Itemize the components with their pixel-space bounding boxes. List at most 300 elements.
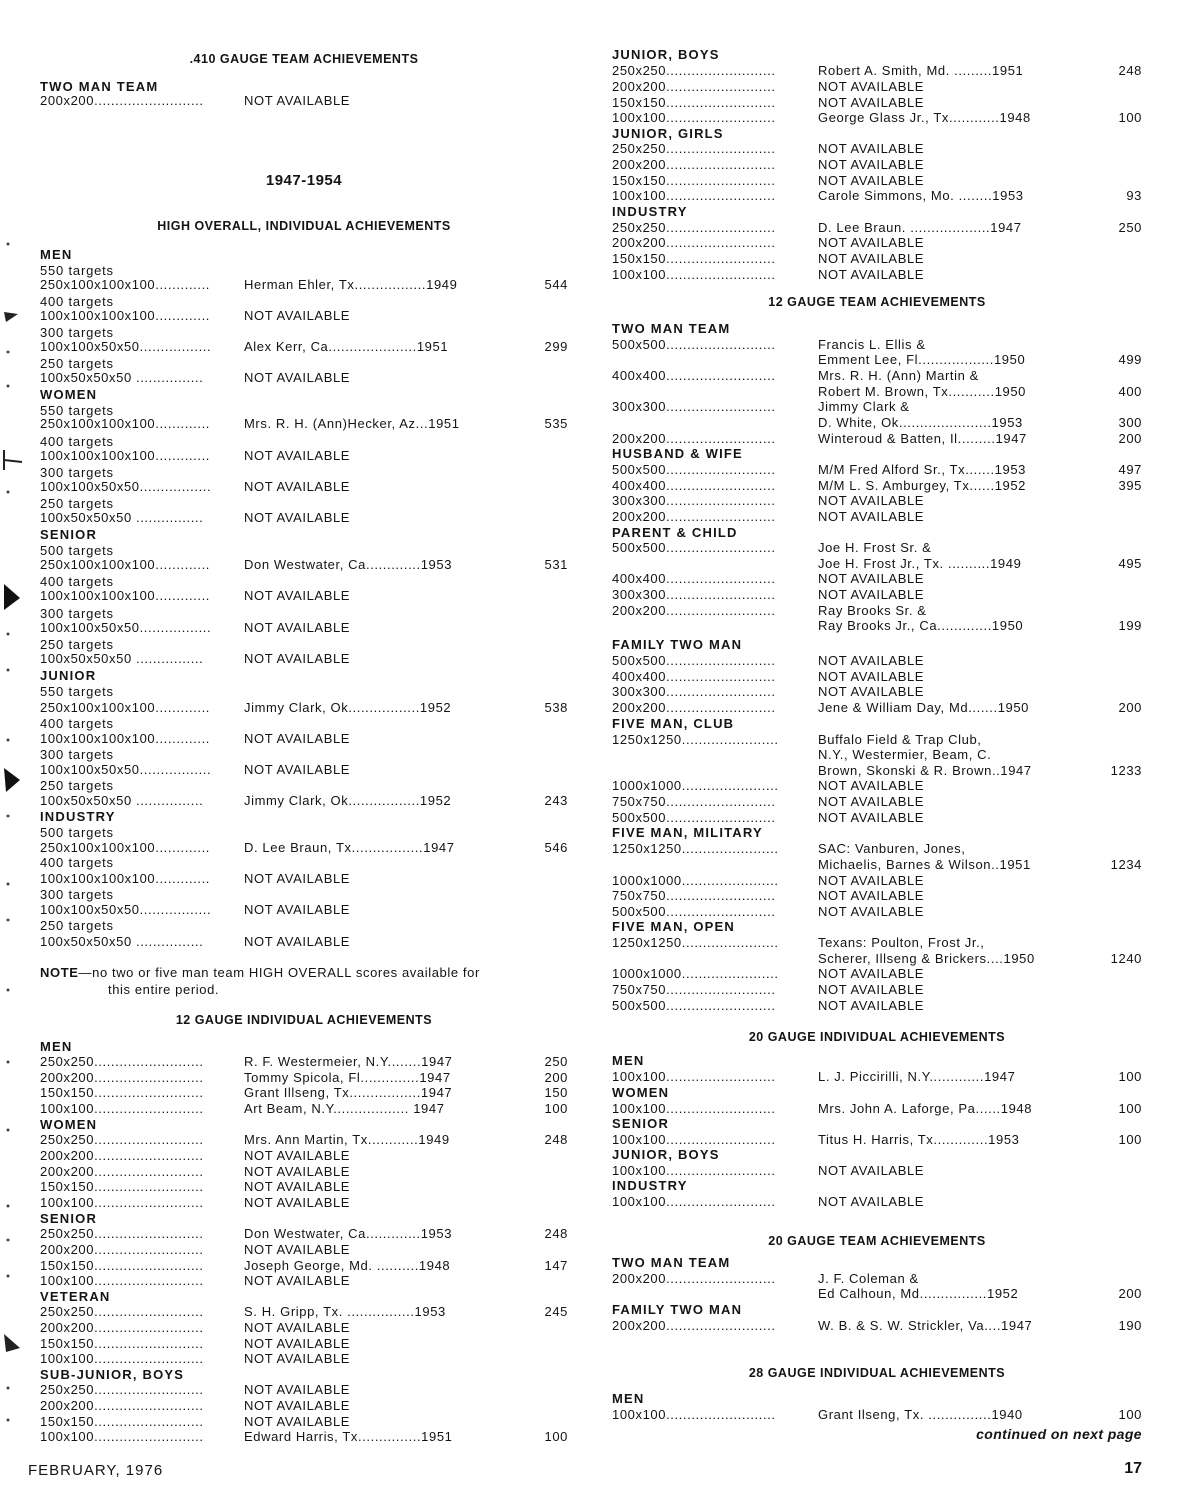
entry-holder: NOT AVAILABLE (818, 571, 925, 586)
target-count-label: 400 targets (40, 574, 114, 589)
target-size: 200x200.......................... (612, 509, 776, 524)
entry-holder: NOT AVAILABLE (244, 902, 351, 917)
entry-row (40, 793, 568, 809)
target-size: 250x250.......................... (40, 1054, 204, 1069)
entry-row (612, 778, 1142, 794)
target-size: 150x150.......................... (40, 1085, 204, 1100)
entry-row (612, 368, 1142, 384)
entry-holder: W. B. & S. W. Strickler, Va....1947 (818, 1318, 1033, 1333)
entry-holder: D. Lee Braun. ...................1947 (818, 220, 1022, 235)
entry-holder: Jimmy Clark & (818, 399, 910, 414)
target-size: 250x250.......................... (40, 1304, 204, 1319)
category-heading: JUNIOR, GIRLS (612, 126, 724, 141)
entry-row (40, 1414, 568, 1430)
entry-score: 300 (1118, 415, 1142, 430)
entry-row (40, 1195, 568, 1211)
entry-holder: NOT AVAILABLE (818, 684, 925, 699)
target-size: 100x100.......................... (612, 1194, 776, 1209)
entry-row (612, 267, 1142, 283)
entry-holder: NOT AVAILABLE (818, 493, 925, 508)
target-size: 100x100.......................... (40, 1273, 204, 1288)
target-size: 100x100.......................... (40, 1351, 204, 1366)
category-heading: FIVE MAN, CLUB (612, 716, 735, 731)
target-size: 100x100.......................... (612, 188, 776, 203)
entry-row (40, 620, 568, 636)
entry-row (612, 220, 1142, 236)
entry-holder: NOT AVAILABLE (244, 510, 351, 525)
entry-row (40, 1336, 568, 1352)
entry-row (612, 431, 1142, 447)
entry-row (40, 557, 568, 573)
entry-row (40, 1085, 568, 1101)
target-size: 250x250.......................... (40, 1226, 204, 1241)
entry-row (40, 700, 568, 716)
entry-row (40, 762, 568, 778)
category-heading: INDUSTRY (40, 809, 116, 824)
entry-row (40, 934, 568, 950)
entry-row (612, 700, 1142, 716)
target-size: 200x200.......................... (612, 431, 776, 446)
entry-holder: R. F. Westermeier, N.Y........1947 (244, 1054, 453, 1069)
target-size: 300x300.......................... (612, 399, 776, 414)
target-size: 1000x1000....................... (612, 966, 779, 981)
entry-holder: NOT AVAILABLE (244, 1336, 351, 1351)
entry-holder: SAC: Vanburen, Jones, (818, 841, 966, 856)
note-continuation: this entire period. (108, 982, 220, 997)
entry-row (40, 1070, 568, 1086)
entry-holder: Mrs. R. H. (Ann) Martin & (818, 368, 979, 383)
entry-row (40, 510, 568, 526)
target-size: 200x200.......................... (40, 93, 204, 108)
entry-score: 190 (1118, 1318, 1142, 1333)
entry-row (40, 416, 568, 432)
target-count-label: 550 targets (40, 263, 114, 278)
section-heading: HIGH OVERALL, INDIVIDUAL ACHIEVEMENTS (157, 219, 451, 233)
target-size: 750x750.......................... (612, 794, 776, 809)
target-size: 200x200.......................... (612, 79, 776, 94)
entry-row (612, 509, 1142, 525)
entry-score: 93 (1126, 188, 1142, 203)
target-size: 100x100.......................... (40, 1429, 204, 1444)
scan-margin-marks (0, 0, 26, 1506)
category-heading: VETERAN (40, 1289, 111, 1304)
entry-row (40, 840, 568, 856)
entry-row (40, 277, 568, 293)
entry-score: 147 (544, 1258, 568, 1273)
entry-holder: Michaelis, Barnes & Wilson..1951 (818, 857, 1031, 872)
entry-score: 531 (544, 557, 568, 572)
entry-holder: NOT AVAILABLE (244, 1398, 351, 1413)
entry-holder: J. F. Coleman & (818, 1271, 919, 1286)
entry-holder: M/M Fred Alford Sr., Tx.......1953 (818, 462, 1027, 477)
category-heading: JUNIOR (40, 668, 97, 683)
target-size: 100x50x50x50 ................ (40, 370, 204, 385)
target-size: 250x250.......................... (40, 1132, 204, 1147)
target-size: 250x100x100x100............. (40, 700, 211, 715)
target-size: 100x50x50x50 ................ (40, 934, 204, 949)
entry-score: 100 (1118, 1069, 1142, 1084)
entry-holder: D. White, Ok......................1953 (818, 415, 1023, 430)
target-size: 100x50x50x50 ................ (40, 510, 204, 525)
target-size: 200x200.......................... (40, 1148, 204, 1163)
target-size: 400x400.......................... (612, 669, 776, 684)
entry-row (612, 857, 1142, 873)
entry-holder: Jimmy Clark, Ok.................1952 (244, 793, 452, 808)
entry-row (612, 95, 1142, 111)
entry-row (612, 669, 1142, 685)
entry-row (40, 1258, 568, 1274)
entry-row (612, 493, 1142, 509)
target-size: 200x200.......................... (40, 1164, 204, 1179)
target-size: 250x250.......................... (612, 220, 776, 235)
target-size: 100x100.......................... (612, 267, 776, 282)
entry-holder: Robert M. Brown, Tx...........1950 (818, 384, 1027, 399)
entry-row (40, 1164, 568, 1180)
target-size: 100x100x100x100............. (40, 308, 211, 323)
entry-holder: NOT AVAILABLE (244, 762, 351, 777)
entry-holder: NOT AVAILABLE (818, 509, 925, 524)
entry-row (612, 1286, 1142, 1302)
entry-score: 497 (1118, 462, 1142, 477)
target-size: 500x500.......................... (612, 653, 776, 668)
entry-row (612, 1132, 1142, 1148)
category-heading: TWO MAN TEAM (40, 79, 159, 94)
target-count-label: 400 targets (40, 434, 114, 449)
target-size: 750x750.......................... (612, 888, 776, 903)
entry-row (40, 479, 568, 495)
entry-row (40, 871, 568, 887)
target-size: 1000x1000....................... (612, 873, 779, 888)
target-size: 1250x1250....................... (612, 841, 779, 856)
entry-holder: Mrs. R. H. (Ann)Hecker, Az...1951 (244, 416, 460, 431)
entry-holder: NOT AVAILABLE (244, 370, 351, 385)
entry-score: 538 (544, 700, 568, 715)
entry-row (612, 1271, 1142, 1287)
target-size: 200x200.......................... (612, 157, 776, 172)
entry-holder: NOT AVAILABLE (818, 669, 925, 684)
entry-row (612, 888, 1142, 904)
target-size: 100x100x50x50................. (40, 762, 212, 777)
entry-score: 100 (1118, 110, 1142, 125)
target-size: 100x50x50x50 ................ (40, 793, 204, 808)
target-size: 100x100x50x50................. (40, 479, 212, 494)
entry-score: 400 (1118, 384, 1142, 399)
entry-holder: Art Beam, N.Y.................. 1947 (244, 1101, 445, 1116)
entry-holder: Jimmy Clark, Ok.................1952 (244, 700, 452, 715)
category-heading: TWO MAN TEAM (612, 1255, 731, 1270)
target-size: 500x500.......................... (612, 998, 776, 1013)
target-size: 150x150.......................... (40, 1336, 204, 1351)
target-size: 1250x1250....................... (612, 732, 779, 747)
target-size: 100x100.......................... (612, 110, 776, 125)
target-size: 100x100.......................... (612, 1132, 776, 1147)
entry-row (612, 904, 1142, 920)
entry-holder: NOT AVAILABLE (244, 731, 351, 746)
target-size: 250x100x100x100............. (40, 416, 211, 431)
entry-row (612, 618, 1142, 634)
target-size: 1250x1250....................... (612, 935, 779, 950)
entry-holder: Joseph George, Md. ..........1948 (244, 1258, 451, 1273)
target-size: 100x100x50x50................. (40, 339, 212, 354)
entry-holder: NOT AVAILABLE (818, 653, 925, 668)
entry-holder: NOT AVAILABLE (244, 1148, 351, 1163)
entry-row (612, 235, 1142, 251)
category-heading: SENIOR (40, 527, 98, 542)
entry-holder: Ray Brooks Jr., Ca.............1950 (818, 618, 1024, 633)
target-size: 1000x1000....................... (612, 778, 779, 793)
category-heading: MEN (40, 1039, 73, 1054)
entry-score: 544 (544, 277, 568, 292)
note-label: NOTE (40, 965, 79, 980)
continued-note: continued on next page (976, 1426, 1142, 1442)
category-heading: JUNIOR, BOYS (612, 1147, 720, 1162)
entry-holder: Alex Kerr, Ca.....................1951 (244, 339, 449, 354)
target-size: 100x100.......................... (612, 1407, 776, 1422)
entry-holder: Don Westwater, Ca.............1953 (244, 1226, 453, 1241)
category-heading: WOMEN (40, 387, 98, 402)
entry-row (612, 1318, 1142, 1334)
entry-row (612, 79, 1142, 95)
target-count-label: 300 targets (40, 887, 114, 902)
entry-row (40, 339, 568, 355)
category-heading: FAMILY TWO MAN (612, 637, 743, 652)
entry-holder: NOT AVAILABLE (818, 998, 925, 1013)
note (40, 964, 568, 998)
entry-holder: NOT AVAILABLE (818, 1194, 925, 1209)
category-heading: TWO MAN TEAM (612, 321, 731, 336)
entry-row (612, 603, 1142, 619)
target-size: 500x500.......................... (612, 904, 776, 919)
category-heading: WOMEN (612, 1085, 670, 1100)
entry-score: 200 (1118, 700, 1142, 715)
target-size: 400x400.......................... (612, 478, 776, 493)
entry-row (612, 841, 1142, 857)
target-size: 150x150.......................... (612, 251, 776, 266)
category-heading: FIVE MAN, OPEN (612, 919, 735, 934)
entry-row (612, 951, 1142, 967)
entry-holder: N.Y., Westermier, Beam, C. (818, 747, 992, 762)
entry-holder: Mrs. John A. Laforge, Pa......1948 (818, 1101, 1033, 1116)
entry-holder: NOT AVAILABLE (244, 1382, 351, 1397)
target-size: 150x150.......................... (40, 1414, 204, 1429)
entry-row (612, 1194, 1142, 1210)
entry-score: 250 (544, 1054, 568, 1069)
section-heading: 20 GAUGE TEAM ACHIEVEMENTS (768, 1234, 986, 1248)
entry-row (40, 308, 568, 324)
target-count-label: 500 targets (40, 825, 114, 840)
entry-row (612, 982, 1142, 998)
entry-holder: NOT AVAILABLE (818, 810, 925, 825)
entry-holder: Grant Illseng, Tx.................1947 (244, 1085, 453, 1100)
entry-holder: NOT AVAILABLE (818, 235, 925, 250)
entry-row (612, 998, 1142, 1014)
target-size: 150x150.......................... (612, 173, 776, 188)
entry-score: 1233 (1110, 763, 1142, 778)
entry-holder: NOT AVAILABLE (244, 1242, 351, 1257)
target-size: 100x100x100x100............. (40, 448, 211, 463)
entry-score: 1240 (1110, 951, 1142, 966)
entry-row (612, 1163, 1142, 1179)
entry-row (612, 173, 1142, 189)
target-size: 300x300.......................... (612, 684, 776, 699)
entry-score: 200 (544, 1070, 568, 1085)
entry-score: 495 (1118, 556, 1142, 571)
entry-holder: NOT AVAILABLE (818, 157, 925, 172)
entry-score: 100 (1118, 1101, 1142, 1116)
category-heading: FIVE MAN, MILITARY (612, 825, 763, 840)
entry-row (612, 352, 1142, 368)
entry-score: 199 (1118, 618, 1142, 633)
entry-holder: NOT AVAILABLE (244, 1195, 351, 1210)
entry-holder: NOT AVAILABLE (818, 982, 925, 997)
target-size: 200x200.......................... (612, 603, 776, 618)
entry-holder: Ray Brooks Sr. & (818, 603, 927, 618)
entry-holder: Edward Harris, Tx...............1951 (244, 1429, 453, 1444)
target-size: 250x250.......................... (612, 63, 776, 78)
entry-row (40, 1398, 568, 1414)
entry-row (40, 588, 568, 604)
target-size: 100x50x50x50 ................ (40, 651, 204, 666)
target-count-label: 250 targets (40, 496, 114, 511)
entry-row (612, 157, 1142, 173)
entry-row (612, 141, 1142, 157)
category-heading: SUB-JUNIOR, BOYS (40, 1367, 185, 1382)
entry-row (612, 462, 1142, 478)
entry-holder: Titus H. Harris, Tx.............1953 (818, 1132, 1020, 1147)
entry-score: 499 (1118, 352, 1142, 367)
entry-row (612, 794, 1142, 810)
section-heading: 28 GAUGE INDIVIDUAL ACHIEVEMENTS (748, 1366, 1006, 1380)
entry-holder: NOT AVAILABLE (818, 888, 925, 903)
target-size: 500x500.......................... (612, 540, 776, 555)
entry-row (40, 93, 568, 109)
target-size: 100x100x100x100............. (40, 731, 211, 746)
entry-score: 250 (1118, 220, 1142, 235)
entry-row (40, 1273, 568, 1289)
note-text: —no two or five man team HIGH OVERALL scores available for (78, 965, 480, 980)
entry-score: 546 (544, 840, 568, 855)
target-size: 400x400.......................... (612, 571, 776, 586)
entry-row (40, 1304, 568, 1320)
target-size: 100x100x100x100............. (40, 871, 211, 886)
entry-holder: NOT AVAILABLE (244, 308, 351, 323)
entry-score: 200 (1118, 431, 1142, 446)
target-size: 300x300.......................... (612, 493, 776, 508)
target-size: 200x200.......................... (40, 1242, 204, 1257)
entry-holder: NOT AVAILABLE (818, 79, 925, 94)
entry-row (40, 448, 568, 464)
target-size: 400x400.......................... (612, 368, 776, 383)
entry-holder: NOT AVAILABLE (818, 141, 925, 156)
target-size: 100x100.......................... (612, 1069, 776, 1084)
category-heading: MEN (40, 247, 73, 262)
entry-holder: S. H. Gripp, Tx. ................1953 (244, 1304, 446, 1319)
category-heading: HUSBAND & WIFE (612, 446, 743, 461)
target-size: 250x100x100x100............. (40, 277, 211, 292)
entry-row (612, 653, 1142, 669)
category-heading: MEN (612, 1391, 645, 1406)
category-heading: INDUSTRY (612, 204, 688, 219)
entry-holder: NOT AVAILABLE (244, 1351, 351, 1366)
entry-row (612, 110, 1142, 126)
entry-row (612, 63, 1142, 79)
entry-score: 248 (1118, 63, 1142, 78)
entry-row (40, 1382, 568, 1398)
entry-row (612, 556, 1142, 572)
target-count-label: 400 targets (40, 855, 114, 870)
entry-score: 299 (544, 339, 568, 354)
category-heading: WOMEN (40, 1117, 98, 1132)
target-count-label: 300 targets (40, 325, 114, 340)
target-count-label: 250 targets (40, 356, 114, 371)
entry-holder: Francis L. Ellis & (818, 337, 926, 352)
entry-row (40, 1148, 568, 1164)
entry-score: 100 (1118, 1407, 1142, 1422)
entry-holder: NOT AVAILABLE (244, 1164, 351, 1179)
entry-holder: NOT AVAILABLE (818, 966, 925, 981)
entry-row (40, 902, 568, 918)
entry-row (612, 188, 1142, 204)
entry-holder: NOT AVAILABLE (818, 1163, 925, 1178)
entry-score: 100 (1118, 1132, 1142, 1147)
entry-holder: NOT AVAILABLE (818, 794, 925, 809)
entry-row (612, 732, 1142, 748)
entry-row (612, 684, 1142, 700)
entry-row (40, 1054, 568, 1070)
entry-score: 395 (1118, 478, 1142, 493)
target-size: 100x100x100x100............. (40, 588, 211, 603)
category-heading: FAMILY TWO MAN (612, 1302, 743, 1317)
entry-holder: D. Lee Braun, Tx.................1947 (244, 840, 455, 855)
target-size: 100x100.......................... (40, 1195, 204, 1210)
target-size: 150x150.......................... (40, 1179, 204, 1194)
entry-holder: NOT AVAILABLE (244, 448, 351, 463)
target-size: 100x100x50x50................. (40, 902, 212, 917)
entry-holder: George Glass Jr., Tx............1948 (818, 110, 1031, 125)
category-heading: SENIOR (612, 1116, 670, 1131)
entry-row (612, 571, 1142, 587)
target-count-label: 400 targets (40, 716, 114, 731)
entry-row (40, 1179, 568, 1195)
entry-holder: NOT AVAILABLE (244, 620, 351, 635)
entry-row (612, 587, 1142, 603)
entry-score: 535 (544, 416, 568, 431)
entry-holder: Grant Ilseng, Tx. ...............1940 (818, 1407, 1023, 1422)
entry-score: 248 (544, 1226, 568, 1241)
target-size: 250x250.......................... (40, 1382, 204, 1397)
target-count-label: 300 targets (40, 606, 114, 621)
entry-holder: Ed Calhoun, Md................1952 (818, 1286, 1019, 1301)
entry-row (612, 810, 1142, 826)
entry-holder: Scherer, Illseng & Brickers....1950 (818, 951, 1035, 966)
entry-holder: Jene & William Day, Md.......1950 (818, 700, 1030, 715)
entry-holder: NOT AVAILABLE (818, 587, 925, 602)
entry-holder: Joe H. Frost Jr., Tx. ..........1949 (818, 556, 1022, 571)
target-size: 200x200.......................... (612, 1318, 776, 1333)
period-heading: 1947-1954 (265, 172, 343, 189)
target-size: 300x300.......................... (612, 587, 776, 602)
target-size: 100x100.......................... (40, 1101, 204, 1116)
entry-holder: L. J. Piccirilli, N.Y.............1947 (818, 1069, 1016, 1084)
page-number: 17 (1124, 1460, 1142, 1477)
entry-holder: Tommy Spicola, Fl..............1947 (244, 1070, 451, 1085)
entry-holder: Don Westwater, Ca.............1953 (244, 557, 453, 572)
target-size: 250x100x100x100............. (40, 840, 211, 855)
target-count-label: 550 targets (40, 403, 114, 418)
entry-row (612, 415, 1142, 431)
target-size: 750x750.......................... (612, 982, 776, 997)
target-size: 250x100x100x100............. (40, 557, 211, 572)
